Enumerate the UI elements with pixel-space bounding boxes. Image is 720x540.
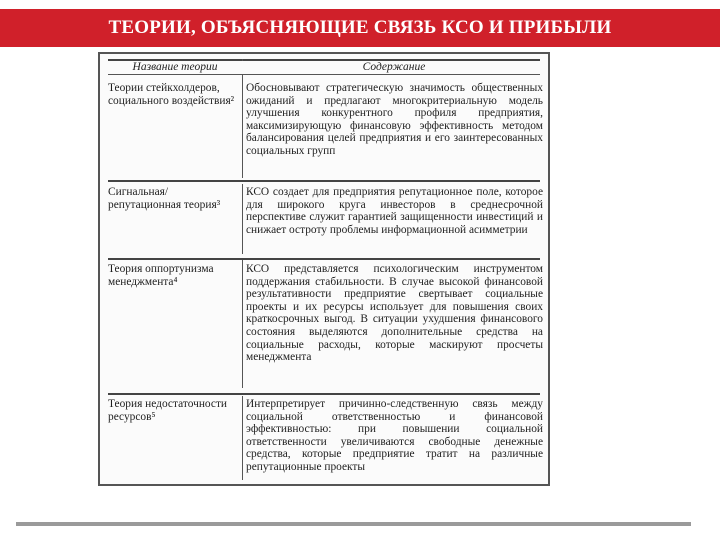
row-2-rule xyxy=(108,258,540,260)
header-divider-top xyxy=(242,59,243,61)
header-bottom-rule xyxy=(108,74,540,75)
header-theory-name: Название теории xyxy=(132,61,218,73)
row-4-content: Интерпретирует причинно-следственную связь между социальной ответственностью и финансовой эффективностью: при повышении социальной ответственности увеличиваются свободные денежные средства, которые предприятие тратит на различные репутационные проекты xyxy=(246,398,543,473)
bottom-divider xyxy=(16,522,691,526)
header-content: Содержание xyxy=(362,61,426,73)
row-3-content: КСО представляется психологическим инструментом поддержания стабильности. В случае высокой финансовой результативности предприятие свертывает социальные проекты и их ресурсы использует для повышения своих краткосрочных выгод. В ситуации ухудшения финансового состояния выделяются дополнительные средства на социальные расходы, которые маскируют просчеты менеджмента xyxy=(246,263,543,364)
theories-table xyxy=(98,52,550,486)
row-3-rule xyxy=(108,393,540,395)
row-3-divider xyxy=(242,260,243,388)
row-4-name: Теория недостаточности ресурсов⁵ xyxy=(108,398,228,423)
row-2-name: Сигнальная/ репутационная теория³ xyxy=(108,186,221,211)
row-3-name: Теория оппортунизма менеджмента⁴ xyxy=(108,263,214,288)
row-2-divider xyxy=(242,184,243,254)
header-divider-bottom xyxy=(242,74,243,82)
title-bar xyxy=(0,9,720,47)
row-4-divider xyxy=(242,396,243,480)
row-1-divider xyxy=(242,82,243,178)
row-1-rule xyxy=(108,180,540,182)
row-1-name: Теории стейкхолдеров, социального воздействия² xyxy=(108,82,235,107)
row-2-content: КСО создает для предприятия репутационное поле, которое для широкого круга инвесторов в среднесрочной перспективе служит гарантией защищенности инвестиций и снижает остроту проблемы информационной асимметрии xyxy=(246,186,543,236)
row-1-content: Обосновывают стратегическую значимость общественных ожиданий и предлагают многокритериальную модель улучшения конкурентного профиля предприятия, максимизирующую финансовую эффективность методом балансирования целей предприятия и его заинтересованных социальных групп xyxy=(246,82,543,157)
slide-title: ТЕОРИИ, ОБЪЯСНЯЮЩИЕ СВЯЗЬ КСО И ПРИБЫЛИ xyxy=(108,17,612,38)
